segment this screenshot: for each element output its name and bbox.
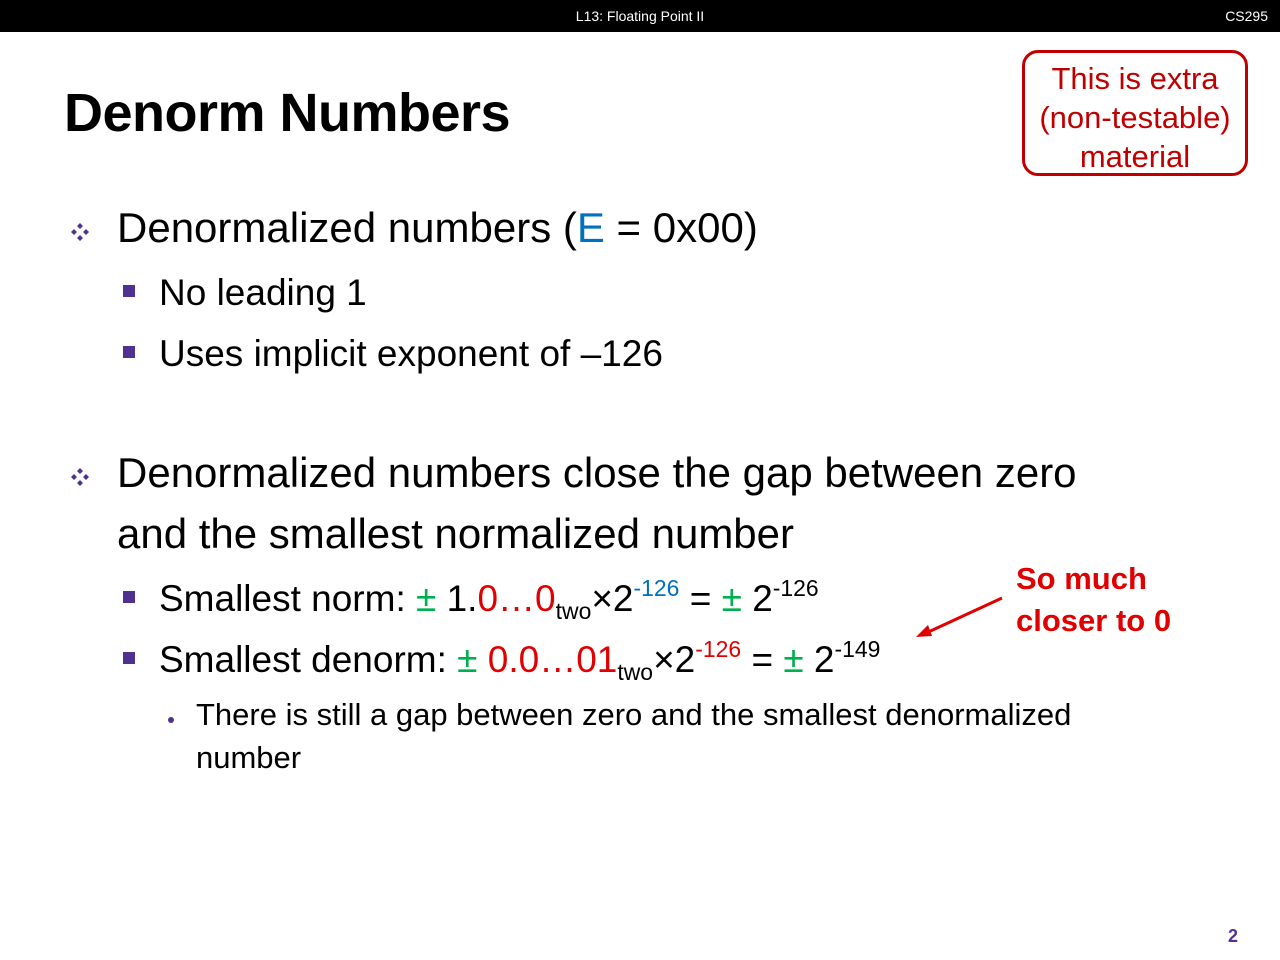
lecture-title: L13: Floating Point II — [575, 8, 705, 24]
plus-minus-sign: ± — [721, 578, 742, 619]
extra-material-box — [1022, 50, 1248, 176]
bullet-text: Denormalized numbers ( — [117, 204, 577, 251]
square-bullet-icon — [123, 591, 135, 603]
bullet-text: = 0x00) — [604, 204, 758, 251]
result-base: 2 — [741, 578, 773, 619]
callout-line: So much — [1016, 561, 1147, 596]
square-bullet-icon — [123, 346, 135, 358]
diamond-bullet-icon — [70, 222, 90, 242]
round-bullet-icon — [168, 717, 174, 723]
square-bullet-icon — [123, 652, 135, 664]
bullet-close-gap-line2: and the smallest normalized number — [117, 510, 795, 557]
extra-note-line: material — [1079, 139, 1191, 174]
exponent: -126 — [633, 575, 680, 602]
slide-title: Denorm Numbers — [64, 83, 511, 143]
course-code: CS295 — [1225, 8, 1268, 24]
fraction-bits: 0…0 — [477, 578, 556, 619]
result-exponent: -126 — [772, 575, 819, 602]
extra-note-line: (non-testable) — [1039, 100, 1231, 135]
sub-bullet-implicit-exponent: Uses implicit exponent of –126 — [159, 333, 663, 374]
diamond-bullet-icon — [70, 467, 90, 487]
gap-note-line1: There is still a gap between zero and the smallest denormalized — [196, 697, 1072, 732]
page-number: 2 — [1227, 926, 1238, 946]
bullet-denormalized-definition — [117, 204, 758, 252]
square-bullet-icon — [123, 285, 135, 297]
smallest-norm-label: Smallest norm: — [159, 578, 417, 619]
fraction-bits: 0.0…01 — [477, 639, 618, 680]
header-bar — [0, 0, 1280, 32]
callout-text — [1016, 558, 1171, 642]
smallest-norm-line — [159, 575, 819, 625]
leading-digit: 1. — [436, 578, 478, 619]
base-subscript: two — [617, 659, 654, 686]
bullet-close-gap-line1: Denormalized numbers close the gap between zero — [117, 449, 1077, 496]
plus-minus-sign: ± — [457, 639, 478, 680]
callout-line: closer to 0 — [1016, 603, 1172, 638]
base-subscript: two — [555, 598, 592, 625]
equals-sign: = — [679, 578, 722, 619]
extra-note-line: This is extra — [1051, 61, 1219, 96]
result-base: 2 — [803, 639, 835, 680]
plus-minus-sign: ± — [783, 639, 804, 680]
callout-arrow-icon — [908, 590, 1008, 642]
times-two: ×2 — [653, 639, 696, 680]
plus-minus-sign: ± — [416, 578, 437, 619]
gap-note-line2: number — [196, 740, 302, 775]
smallest-denorm-line — [159, 636, 881, 686]
times-two: ×2 — [591, 578, 634, 619]
result-exponent: -149 — [834, 636, 881, 663]
exponent-variable: E — [576, 204, 605, 251]
exponent: -126 — [695, 636, 742, 663]
smallest-denorm-label: Smallest denorm: — [159, 639, 458, 680]
sub-bullet-no-leading-one: No leading 1 — [159, 272, 367, 313]
equals-sign: = — [741, 639, 784, 680]
